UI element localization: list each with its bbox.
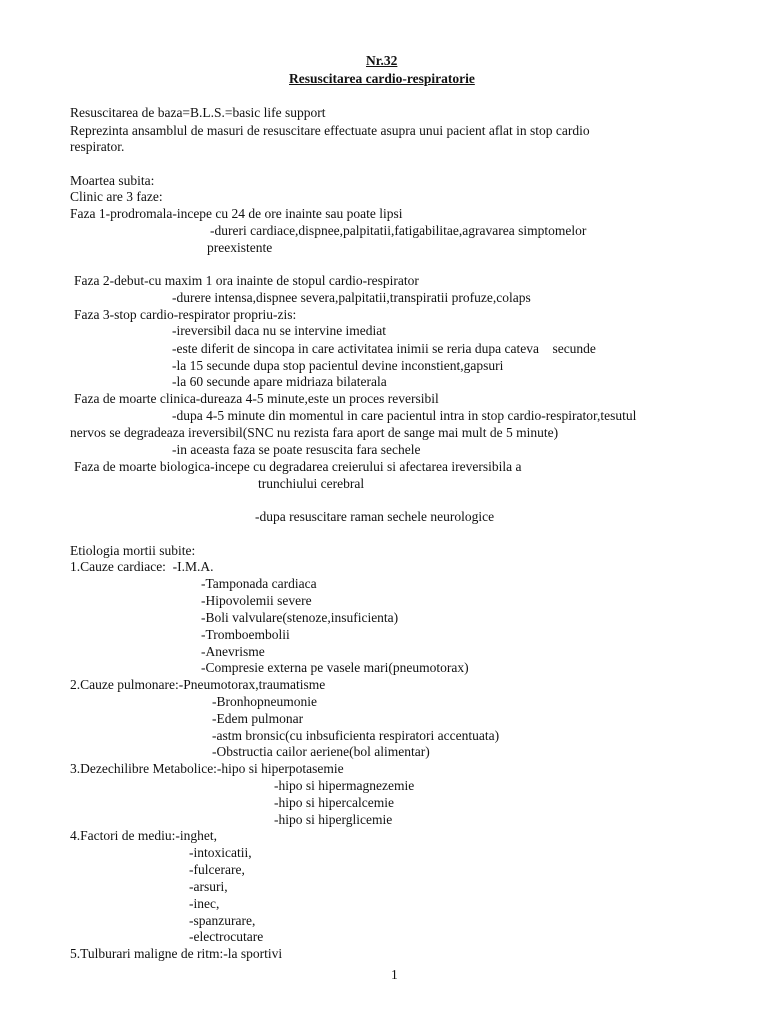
text-line: -Obstructia cailor aeriene(bol alimentar) — [212, 744, 430, 759]
text-line: -Boli valvulare(stenoze,insuficienta) — [201, 610, 399, 625]
text-line: Faza 2-debut-cu maxim 1 ora inainte de stopul cardio-respirator — [74, 273, 419, 288]
text-line: -este diferit de sincopa in care activitatea inimii se reria dupa cateva secunde — [172, 341, 596, 356]
text-line: -Edem pulmonar — [212, 711, 304, 726]
text-line: -in aceasta faza se poate resuscita fara sechele — [172, 442, 421, 457]
text-line: Reprezinta ansamblul de masuri de resuscitare effectuate asupra unui pacient aflat in stop cardio — [70, 123, 590, 138]
text-line: Faza 3-stop cardio-respirator propriu-zis: — [74, 307, 297, 322]
text-line: -la 60 secunde apare midriaza bilaterala — [172, 374, 387, 389]
text-line: -Hipovolemii severe — [201, 593, 312, 608]
text-line: -fulcerare, — [189, 862, 245, 877]
text-line: preexistente — [207, 240, 273, 255]
document-title: Resuscitarea cardio-respiratorie — [289, 71, 475, 86]
text-line: -dupa 4-5 minute din momentul in care pacientul intra in stop cardio-respirator,tesutul — [172, 408, 637, 423]
text-line: 2.Cauze pulmonare:-Pneumotorax,traumatisme — [70, 677, 326, 692]
text-line: Etiologia mortii subite: — [70, 543, 196, 558]
text-line: -astm bronsic(cu inbsuficienta respiratori accentuata) — [212, 728, 500, 743]
text-line: 1.Cauze cardiace: -I.M.A. — [70, 559, 214, 574]
text-line: Faza 1-prodromala-incepe cu 24 de ore inainte sau poate lipsi — [70, 206, 403, 221]
text-line: -dureri cardiace,dispnee,palpitatii,fatigabilitae,agravarea simptomelor — [210, 223, 587, 238]
text-line: -Compresie externa pe vasele mari(pneumotorax) — [201, 660, 469, 675]
text-line: Faza de moarte clinica-dureaza 4-5 minute,este un proces reversibil — [74, 391, 439, 406]
document-number: Nr.32 — [366, 53, 398, 68]
text-line: -arsuri, — [189, 879, 228, 894]
text-line: -inec, — [189, 896, 220, 911]
text-line: -Tamponada cardiaca — [201, 576, 317, 591]
text-line: Faza de moarte biologica-incepe cu degradarea creierului si afectarea ireversibila a — [74, 459, 522, 474]
text-line: 4.Factori de mediu:-inghet, — [70, 828, 217, 843]
text-line: -Bronhopneumonie — [212, 694, 317, 709]
text-line: Moartea subita: — [70, 173, 155, 188]
text-line: -hipo si hiperglicemie — [274, 812, 393, 827]
text-line: respirator. — [70, 139, 125, 154]
text-line: -la 15 secunde dupa stop pacientul devine inconstient,gapsuri — [172, 358, 504, 373]
text-line: -Anevrisme — [201, 644, 265, 659]
text-line: -hipo si hipercalcemie — [274, 795, 394, 810]
text-line: -durere intensa,dispnee severa,palpitatii,transpiratii profuze,colaps — [172, 290, 531, 305]
text-line: 5.Tulburari maligne de ritm:-la sportivi — [70, 946, 283, 961]
text-line: -electrocutare — [189, 929, 264, 944]
text-line: -Tromboembolii — [201, 627, 290, 642]
text-line: -hipo si hipermagnezemie — [274, 778, 415, 793]
text-line: nervos se degradeaza ireversibil(SNC nu rezista fara aport de sange mai mult de 5 minute) — [70, 425, 559, 440]
text-line: -intoxicatii, — [189, 845, 252, 860]
page-number: 1 — [391, 967, 398, 982]
text-line: -dupa resuscitare raman sechele neurologice — [255, 509, 495, 524]
text-line: Clinic are 3 faze: — [70, 189, 163, 204]
text-line: -spanzurare, — [189, 913, 256, 928]
text-line: trunchiului cerebral — [258, 476, 365, 491]
text-line: Resuscitarea de baza=B.L.S.=basic life support — [70, 105, 326, 120]
text-line: -ireversibil daca nu se intervine imediat — [172, 323, 387, 338]
text-line: 3.Dezechilibre Metabolice:-hipo si hiperpotasemie — [70, 761, 344, 776]
